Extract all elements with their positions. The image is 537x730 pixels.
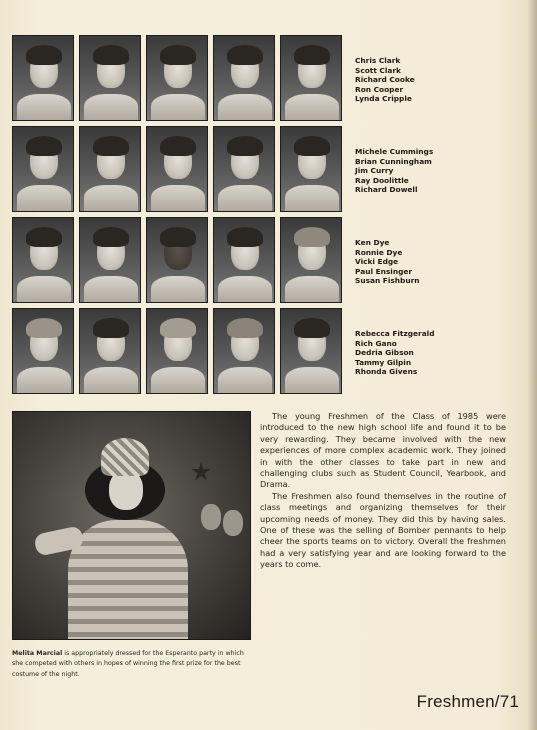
portrait-row-1 bbox=[12, 35, 342, 121]
costume-party-photo bbox=[12, 411, 251, 640]
student-name: Tammy Gilpin bbox=[355, 357, 412, 367]
costume-face bbox=[109, 470, 143, 510]
portrait-photo bbox=[12, 308, 74, 394]
knit-hat bbox=[101, 438, 149, 476]
portrait-photo bbox=[12, 35, 74, 121]
portrait-photo bbox=[12, 217, 74, 303]
portrait-photo bbox=[280, 126, 342, 212]
student-name: Paul Ensinger bbox=[355, 266, 413, 276]
name-list-row-1 bbox=[355, 56, 505, 104]
student-name: Dedria Gibson bbox=[355, 348, 414, 358]
student-name: Vicki Edge bbox=[355, 257, 399, 267]
student-name: Ron Cooper bbox=[355, 84, 404, 94]
portrait-photo bbox=[213, 35, 275, 121]
student-name: Susan Fishburn bbox=[355, 276, 420, 286]
portrait-photo bbox=[146, 308, 208, 394]
student-name: Scott Clark bbox=[355, 65, 401, 75]
page-binding-shadow bbox=[527, 0, 537, 730]
star-decoration bbox=[191, 462, 211, 482]
portrait-photo bbox=[79, 126, 141, 212]
portrait-photo bbox=[213, 308, 275, 394]
portrait-photo bbox=[79, 35, 141, 121]
portrait-row-4 bbox=[12, 308, 342, 394]
student-name: Ken Dye bbox=[355, 238, 390, 247]
student-name: Brian Cunningham bbox=[355, 156, 432, 166]
student-name: Rebecca Fitzgerald bbox=[355, 329, 435, 338]
portrait-photo bbox=[213, 126, 275, 212]
portrait-photo bbox=[146, 35, 208, 121]
portrait-row-3 bbox=[12, 217, 342, 303]
portrait-row-2 bbox=[12, 126, 342, 212]
name-list-row-3 bbox=[355, 238, 505, 286]
student-name: Jim Curry bbox=[355, 166, 394, 176]
article-paragraph: The young Freshmen of the Class of 1985 were introduced to the new high school life and found it to be very rewarding. They became involved with the new experiences of more complex academic work. They joined in with the other classes to take part in new and challenging clubs such as Student Council, Yearbook, and Drama. bbox=[260, 411, 506, 490]
caption-text: is appropriately dressed for the Esperanto party in which she competed with others in hopes of winning the first prize for the best costume of the night. bbox=[12, 650, 244, 678]
caption-name: Melita Marcial bbox=[12, 650, 63, 657]
name-list-row-2 bbox=[355, 147, 505, 195]
student-name: Chris Clark bbox=[355, 56, 401, 65]
article-paragraph: The Freshmen also found themselves in the routine of class meetings and organizing themselves for their upcoming needs of money. They did this by having sales. One of these was the selling of Bomber pennants to help cheer the sports teams on to victory. Overall the freshmen had a very satisfying year and are looking forward to the years to come. bbox=[260, 490, 506, 570]
portrait-photo bbox=[280, 35, 342, 121]
mask-decoration bbox=[223, 510, 243, 536]
portrait-photo bbox=[146, 217, 208, 303]
portrait-photo bbox=[280, 308, 342, 394]
student-name: Ronnie Dye bbox=[355, 247, 403, 257]
portrait-photo bbox=[79, 217, 141, 303]
student-name: Michele Cummings bbox=[355, 147, 434, 156]
student-name: Lynda Cripple bbox=[355, 94, 412, 104]
student-name: Richard Cooke bbox=[355, 75, 415, 85]
name-list-row-4 bbox=[355, 329, 505, 377]
article-body bbox=[260, 411, 506, 571]
photo-caption bbox=[12, 649, 254, 680]
mask-decoration bbox=[201, 504, 221, 530]
portrait-photo bbox=[213, 217, 275, 303]
student-name: Rhonda Givens bbox=[355, 367, 418, 377]
page-folio: Freshmen/71 bbox=[416, 692, 519, 711]
student-name: Rich Gano bbox=[355, 338, 397, 348]
portrait-photo bbox=[79, 308, 141, 394]
portrait-photo bbox=[12, 126, 74, 212]
portrait-photo bbox=[280, 217, 342, 303]
student-name: Richard Dowell bbox=[355, 185, 418, 195]
portrait-photo bbox=[146, 126, 208, 212]
student-name: Ray Doolittle bbox=[355, 175, 409, 185]
striped-sweater bbox=[68, 520, 188, 640]
